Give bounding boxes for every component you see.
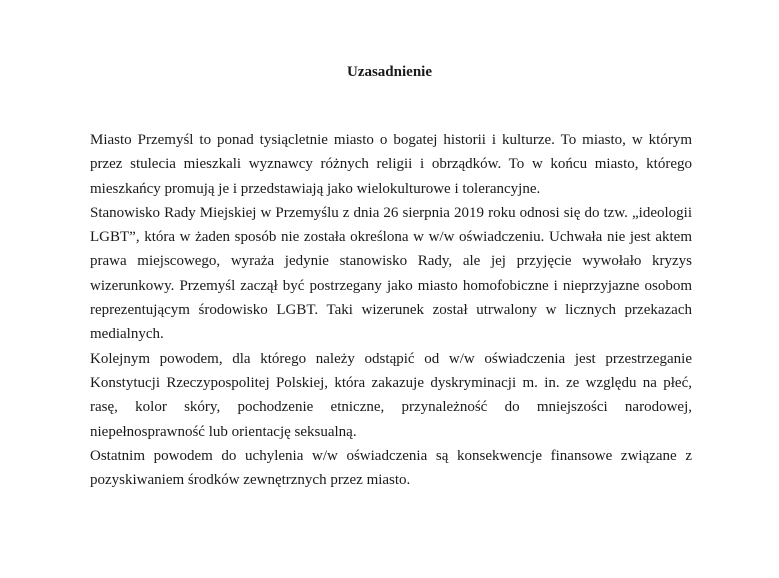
paragraph-financial-consequences: Ostatnim powodem do uchylenia w/w oświadczenia są konsekwencje finansowe związane z pozyskiwaniem środków zewnętrznych przez miasto. — [90, 447, 692, 489]
document-body — [90, 128, 692, 492]
paragraph-history: Miasto Przemyśl to ponad tysiącletnie miasto o bogatej historii i kulturze. To miasto, w którym przez stulecia mieszkali wyznawcy różnych religii i obrządków. To w końcu miasto, którego mieszkańcy promują je i przedstawiają jako wielokulturowe i tolerancyjne. — [90, 132, 692, 197]
paragraph-council-position: Stanowisko Rady Miejskiej w Przemyślu z dnia 26 sierpnia 2019 roku odnosi się do tzw. „ideologii LGBT”, która w żaden sposób nie została określona w w/w oświadczeniu. Uchwała nie jest aktem prawa miejscowego, wyraża jedynie stanowisko Rady, ale jej przyjęcie wywołało kryzys wizerunkowy. Przemyśl zaczął być postrzegany jako miasto homofobiczne i nieprzyjazne osobom reprezentującym środowisko LGBT. Taki wizerunek został utrwalony w licznych przekazach medialnych. — [90, 204, 692, 343]
paragraph-constitution: Kolejnym powodem, dla którego należy odstąpić od w/w oświadczenia jest przestrzeganie Konstytucji Rzeczypospolitej Polskiej, która zakazuje dyskryminacji m. in. ze względu na płeć, rasę, kolor skóry, pochodzenie etniczne, przynależność do mniejszości narodowej, niepełnosprawność lub orientację seksualną. — [90, 350, 692, 440]
document-title: Uzasadnienie — [346, 64, 432, 80]
